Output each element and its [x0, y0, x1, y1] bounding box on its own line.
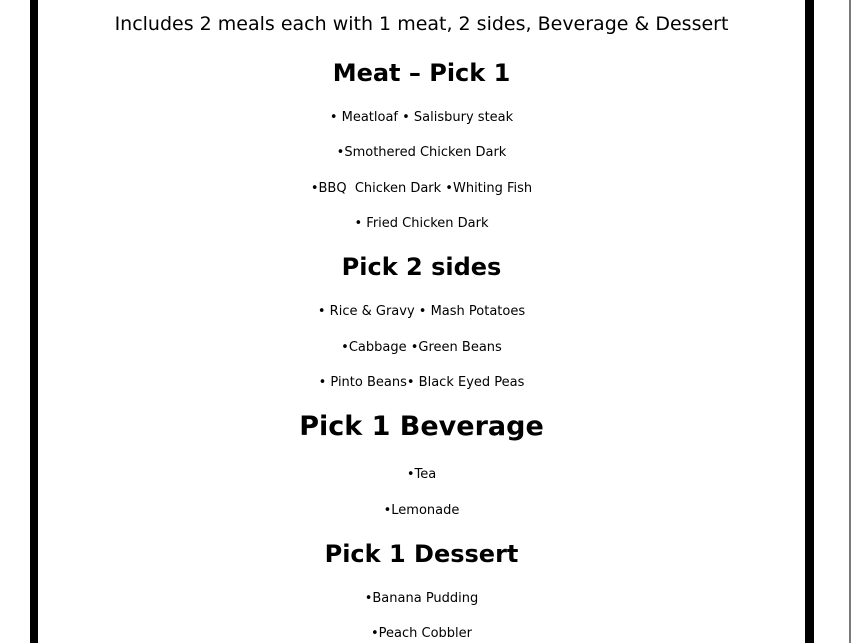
menu-item: •Smothered Chicken Dark	[336, 145, 507, 160]
menu-item: •Banana Pudding	[364, 591, 479, 606]
left-gutter	[0, 0, 30, 643]
menu-item: •BBQ Chicken Dark •Whiting Fish	[310, 181, 533, 196]
menu-item: •Tea	[406, 467, 437, 482]
menu-item: • Rice & Gravy • Mash Potatoes	[317, 304, 526, 319]
menu-item: •Peach Cobbler	[370, 626, 473, 641]
menu-item: • Fried Chicken Dark	[354, 216, 489, 231]
right-gutter	[814, 0, 851, 643]
section-heading-beverage: Pick 1 Beverage	[299, 411, 544, 442]
menu-item: • Pinto Beans• Black Eyed Peas	[318, 375, 525, 390]
document-page	[38, 0, 805, 643]
section-heading-sides: Pick 2 sides	[341, 253, 502, 281]
page-right-border	[805, 0, 814, 643]
menu-item: • Meatloaf • Salisbury steak	[329, 110, 514, 125]
menu-item: •Lemonade	[383, 503, 460, 518]
section-heading-meat: Meat – Pick 1	[332, 59, 511, 87]
menu-intro: Includes 2 meals each with 1 meat, 2 sides, Beverage & Dessert	[114, 13, 729, 35]
section-heading-dessert: Pick 1 Dessert	[324, 540, 519, 568]
menu-item: •Cabbage •Green Beans	[341, 340, 502, 355]
page-left-border	[30, 0, 38, 643]
